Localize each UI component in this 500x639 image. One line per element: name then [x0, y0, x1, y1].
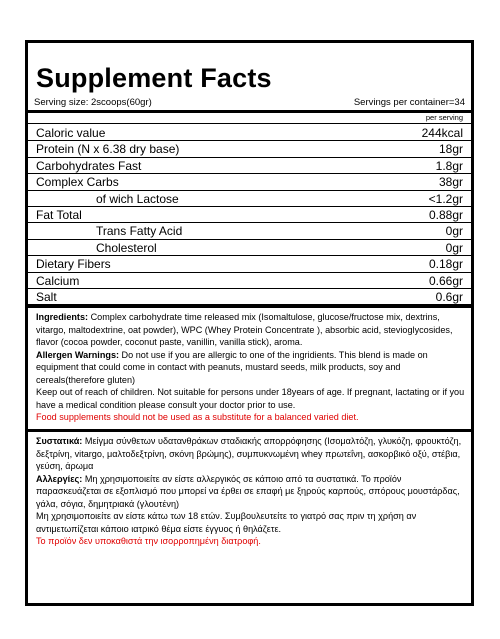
nutrient-value: 18gr [438, 142, 463, 157]
serving-info [34, 97, 465, 109]
allergen-text: Do not use if you are allergic to one of the ingridients. This blend is made on equipment that could come in contact with peanuts, mustard seeds, milk products, soy and cereals(therefore gluten) [36, 349, 428, 385]
thin-divider [28, 123, 471, 124]
thick-divider-3 [28, 429, 471, 432]
nutrient-name: Caloric value [36, 126, 106, 140]
allergen-block [36, 349, 465, 387]
supplement-facts-panel [25, 40, 474, 606]
nutrient-name: Calcium [36, 273, 80, 288]
greek-ingredients-label: Συστατικά: [36, 436, 83, 446]
nutrient-value: 0gr [445, 224, 463, 239]
nutrient-row [28, 223, 471, 239]
greek-ingredients-text: Μείγμα σύνθετων υδατανθράκων σταδιακής απορρόφησης (Ισομαλτόζη, γλυκόζη, φρουκτόζη, δεξτρίνη, vitargo, μαλτοδεξτρίνη, σκόνη βρώμης), συμπυκνωμένη whey πρωτεΐνη, ασκορβικό οξύ, στέβια, γεύση, άρωμα [36, 436, 462, 471]
nutrient-name: Protein (N x 6.38 dry base) [36, 142, 180, 157]
greek-warning-text: Μη χρησιμοποιείτε αν είστε κάτω των 18 ετών. Συμβουλευτείτε το γιατρό σας πριν τη χρήση αν αντιμετωπίζεται κάποιο ιατρικό θέμα είστε έγγυος ή θηλάζετε. [36, 511, 417, 534]
servings-per-container: Servings per container=34 [353, 97, 465, 108]
thick-divider [28, 110, 471, 113]
nutrient-value: 0.66gr [428, 273, 463, 288]
nutrient-row [28, 289, 471, 305]
nutrient-name: Cholesterol [96, 240, 157, 255]
greek-diet-disclaimer: Το προϊόν δεν υποκαθιστά την ισορροπημένη διατροφή. [36, 536, 261, 546]
thick-divider-2 [28, 305, 471, 308]
greek-allergen-block [36, 473, 465, 511]
nutrient-name: Salt [36, 290, 57, 304]
nutrient-name: of wich Lactose [96, 191, 179, 206]
nutrient-value: 1.8gr [435, 158, 463, 173]
greek-allergen-label: Αλλεργίες: [36, 473, 83, 484]
diet-disclaimer: Food supplements should not be used as a substitute for a balanced varied diet. [36, 412, 359, 422]
nutrient-row [28, 174, 471, 190]
nutrient-value: <1.2gr [428, 191, 463, 206]
greek-ingredients-block [36, 435, 465, 473]
nutrient-value: 0.6gr [435, 290, 463, 304]
serving-size: Serving size: 2scoops(60gr) [34, 97, 152, 108]
panel-title: Supplement Facts [36, 63, 272, 93]
ingredients-text: Complex carbohydrate time released mix (Isomaltulose, glucose/fructose mix, dextrins, vitargo, maltodextrine, oat powder), WPC (Whey Protein Concentrate ), absorbic acid, stevioglycosides, flavor (cocoa powder, coconut paste, vanillin, vanilla stick), aroma. [36, 312, 453, 347]
nutrient-row [28, 256, 471, 272]
ingredients-block [36, 311, 465, 349]
nutrient-value: 0gr [445, 240, 463, 255]
nutrient-row [28, 141, 471, 157]
nutrient-name: Fat Total [36, 208, 82, 222]
nutrient-row [28, 240, 471, 256]
greek-section [36, 435, 465, 548]
nutrient-row [28, 273, 471, 289]
nutrient-row [28, 125, 471, 141]
english-section [36, 311, 465, 424]
per-serving-label: per serving [425, 113, 463, 122]
nutrient-value: 0.18gr [428, 257, 463, 272]
nutrient-value: 38gr [438, 175, 463, 190]
nutrient-name: Carbohydrates Fast [36, 158, 142, 173]
nutrient-value: 0.88gr [428, 208, 463, 222]
nutrient-row [28, 191, 471, 207]
ingredients-label: Ingredients: [36, 312, 89, 322]
nutrient-value: 244kcal [421, 126, 463, 140]
nutrient-name: Complex Carbs [36, 175, 119, 190]
nutrient-row [28, 158, 471, 174]
warning-text: Keep out of reach of children. Not suitable for persons under 18years of age. If pregnant, lactating or if you have a medical condition please consult your doctor prior to use. [36, 387, 465, 410]
nutrient-row [28, 207, 471, 223]
nutrient-name: Dietary Fibers [36, 257, 111, 272]
allergen-label: Allergen Warnings: [36, 349, 120, 360]
greek-allergen-text: Μη χρησιμοποιείτε αν είστε αλλεργικός σε κάποιο από τα συστατικά. Το προϊόν παρασκευάζεται σε εξοπλισμό που μπορεί να έρθει σε επαφή με ξηρούς καρπούς, σπόρους μουστάρδας, γάλα, σόγια, δημητριακά (γλουτένη) [36, 473, 460, 509]
nutrient-name: Trans Fatty Acid [96, 224, 183, 239]
